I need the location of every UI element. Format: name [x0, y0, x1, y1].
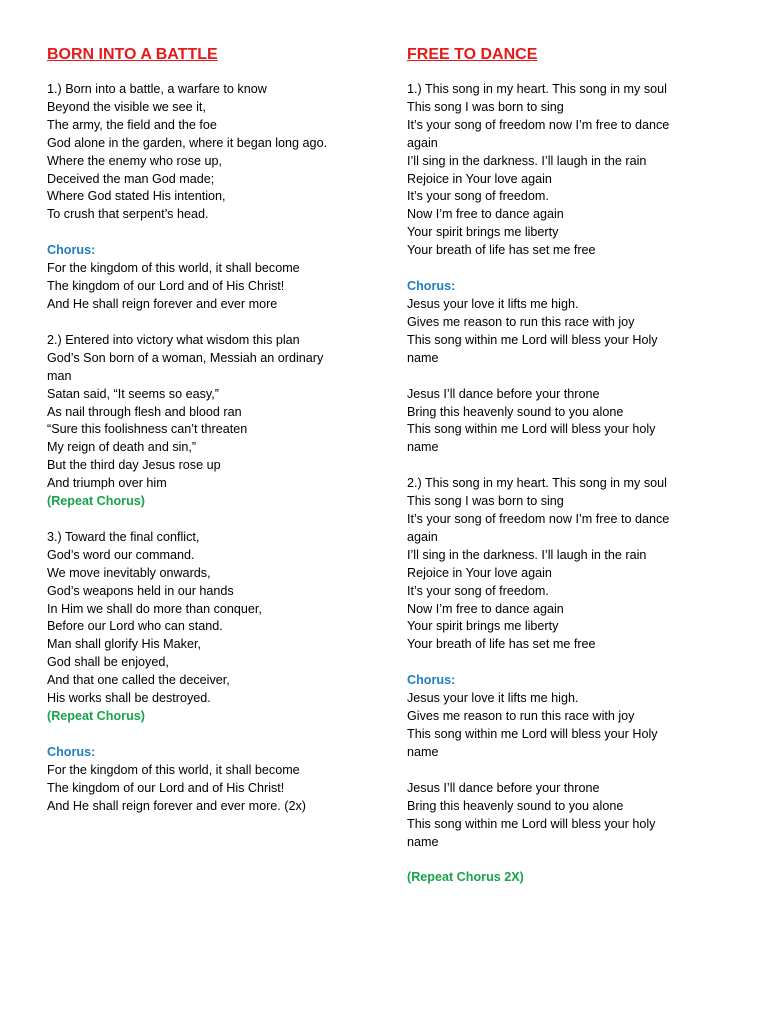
stanza [407, 278, 737, 368]
lyric-line: Man shall glorify His Maker, [47, 637, 201, 652]
lyric-line: This song within me Lord will bless your Holy [407, 332, 658, 347]
stanza [407, 869, 737, 887]
lyric-line: It’s your song of freedom. [407, 189, 549, 204]
stanza-list [407, 81, 737, 887]
lyric-line: Now I’m free to dance again [407, 601, 564, 616]
lyric-line: It’s your song of freedom now I’m free to dance [407, 117, 670, 132]
song-title: BORN INTO A BATTLE [47, 46, 218, 63]
stanza [47, 332, 377, 511]
lyric-line: Gives me reason to run this race with joy [407, 709, 635, 724]
lyric-line: again [407, 135, 438, 150]
lyric-line: Where the enemy who rose up, [47, 153, 223, 168]
lyric-line: Jesus your love it lifts me high. [407, 296, 579, 311]
lyric-line: In Him we shall do more than conquer, [47, 601, 262, 616]
song-free-to-dance [407, 44, 737, 905]
lyric-line: As nail through flesh and blood ran [47, 404, 242, 419]
lyric-line: name [407, 440, 439, 455]
lyric-line: 2.) Entered into victory what wisdom this plan [47, 332, 300, 347]
lyric-line: man [47, 368, 72, 383]
lyric-line: “Sure this foolishness can’t threaten [47, 422, 248, 437]
lyric-line: Jesus I’ll dance before your throne [407, 386, 600, 401]
lyric-line: Bring this heavenly sound to you alone [407, 404, 624, 419]
lyric-line: We move inevitably onwards, [47, 565, 211, 580]
lyric-line: Your spirit brings me liberty [407, 619, 559, 634]
repeat-chorus-note: (Repeat Chorus) [47, 709, 145, 723]
lyric-line: Deceived the man God made; [47, 171, 215, 186]
lyric-line: Rejoice in Your love again [407, 565, 552, 580]
lyric-line: Gives me reason to run this race with joy [407, 314, 635, 329]
lyric-line: 3.) Toward the final conflict, [47, 529, 200, 544]
stanza [47, 242, 377, 314]
lyric-line: This song I was born to sing [407, 494, 564, 509]
song-born-into-a-battle [47, 44, 377, 834]
lyric-line: Satan said, “It seems so easy,” [47, 386, 219, 401]
lyric-line: The army, the field and the foe [47, 117, 217, 132]
stanza [407, 672, 737, 762]
chorus-label: Chorus: [407, 673, 456, 688]
lyric-line: Where God stated His intention, [47, 189, 226, 204]
lyric-line: This song within me Lord will bless your Holy [407, 727, 658, 741]
lyric-line: This song I was born to sing [407, 99, 564, 114]
stanza-list [47, 81, 377, 816]
stanza [407, 386, 737, 458]
lyric-line: God’s word our command. [47, 547, 195, 562]
stanza [407, 81, 737, 260]
lyric-line: Jesus I’ll dance before your throne [407, 780, 600, 795]
lyric-line: And He shall reign forever and ever more. (2x) [47, 798, 306, 813]
lyric-line: It’s your song of freedom. [407, 583, 549, 598]
lyric-line: For the kingdom of this world, it shall become [47, 261, 300, 276]
lyric-line: God shall be enjoyed, [47, 655, 169, 670]
stanza [47, 744, 377, 816]
repeat-chorus-note: (Repeat Chorus) [47, 494, 145, 509]
lyric-line: Before our Lord who can stand. [47, 619, 223, 634]
lyric-line: Jesus your love it lifts me high. [407, 691, 579, 706]
lyric-line: God’s weapons held in our hands [47, 583, 234, 598]
lyric-line: name [407, 744, 439, 759]
lyric-line: Your spirit brings me liberty [407, 225, 559, 240]
lyric-line: His works shall be destroyed. [47, 691, 211, 706]
lyric-line: name [407, 834, 439, 849]
song-title: FREE TO DANCE [407, 46, 538, 63]
lyric-line: And that one called the deceiver, [47, 673, 230, 688]
lyric-line: Now I’m free to dance again [407, 207, 564, 222]
chorus-label: Chorus: [47, 744, 96, 759]
chorus-label: Chorus: [407, 279, 456, 294]
lyric-line: And He shall reign forever and ever more [47, 296, 278, 311]
repeat-chorus-note: (Repeat Chorus 2X) [407, 870, 524, 885]
lyric-line: But the third day Jesus rose up [47, 458, 221, 473]
lyric-line: This song within me Lord will bless your holy [407, 422, 656, 437]
lyric-line: name [407, 350, 439, 365]
lyric-line: Beyond the visible we see it, [47, 99, 206, 114]
lyric-line: 1.) This song in my heart. This song in my soul [407, 82, 667, 96]
lyric-line: For the kingdom of this world, it shall become [47, 762, 300, 777]
lyric-line: 2.) This song in my heart. This song in my soul [407, 476, 667, 491]
lyric-line: 1.) Born into a battle, a warfare to know [47, 82, 267, 96]
lyric-line: This song within me Lord will bless your holy [407, 816, 656, 831]
lyric-line: Rejoice in Your love again [407, 171, 552, 186]
lyric-line: God alone in the garden, where it began long ago. [47, 135, 328, 150]
lyric-line: And triumph over him [47, 476, 167, 491]
lyric-line: Your breath of life has set me free [407, 243, 596, 258]
stanza [47, 81, 377, 224]
stanza [407, 780, 737, 852]
stanza [47, 529, 377, 726]
lyric-line: I’ll sing in the darkness. I’ll laugh in the rain [407, 547, 647, 562]
lyric-line: To crush that serpent’s head. [47, 207, 209, 222]
lyric-line: again [407, 529, 438, 544]
lyric-line: God’s Son born of a woman, Messiah an ordinary [47, 350, 324, 365]
lyric-line: The kingdom of our Lord and of His Christ! [47, 780, 285, 795]
stanza [407, 475, 737, 654]
lyric-line: It’s your song of freedom now I’m free to dance [407, 512, 670, 527]
chorus-label: Chorus: [47, 243, 96, 258]
lyric-line: My reign of death and sin,” [47, 440, 197, 455]
lyric-line: Bring this heavenly sound to you alone [407, 798, 624, 813]
lyric-line: The kingdom of our Lord and of His Christ! [47, 279, 285, 294]
lyric-line: I’ll sing in the darkness. I’ll laugh in the rain [407, 153, 647, 168]
lyric-line: Your breath of life has set me free [407, 637, 596, 652]
